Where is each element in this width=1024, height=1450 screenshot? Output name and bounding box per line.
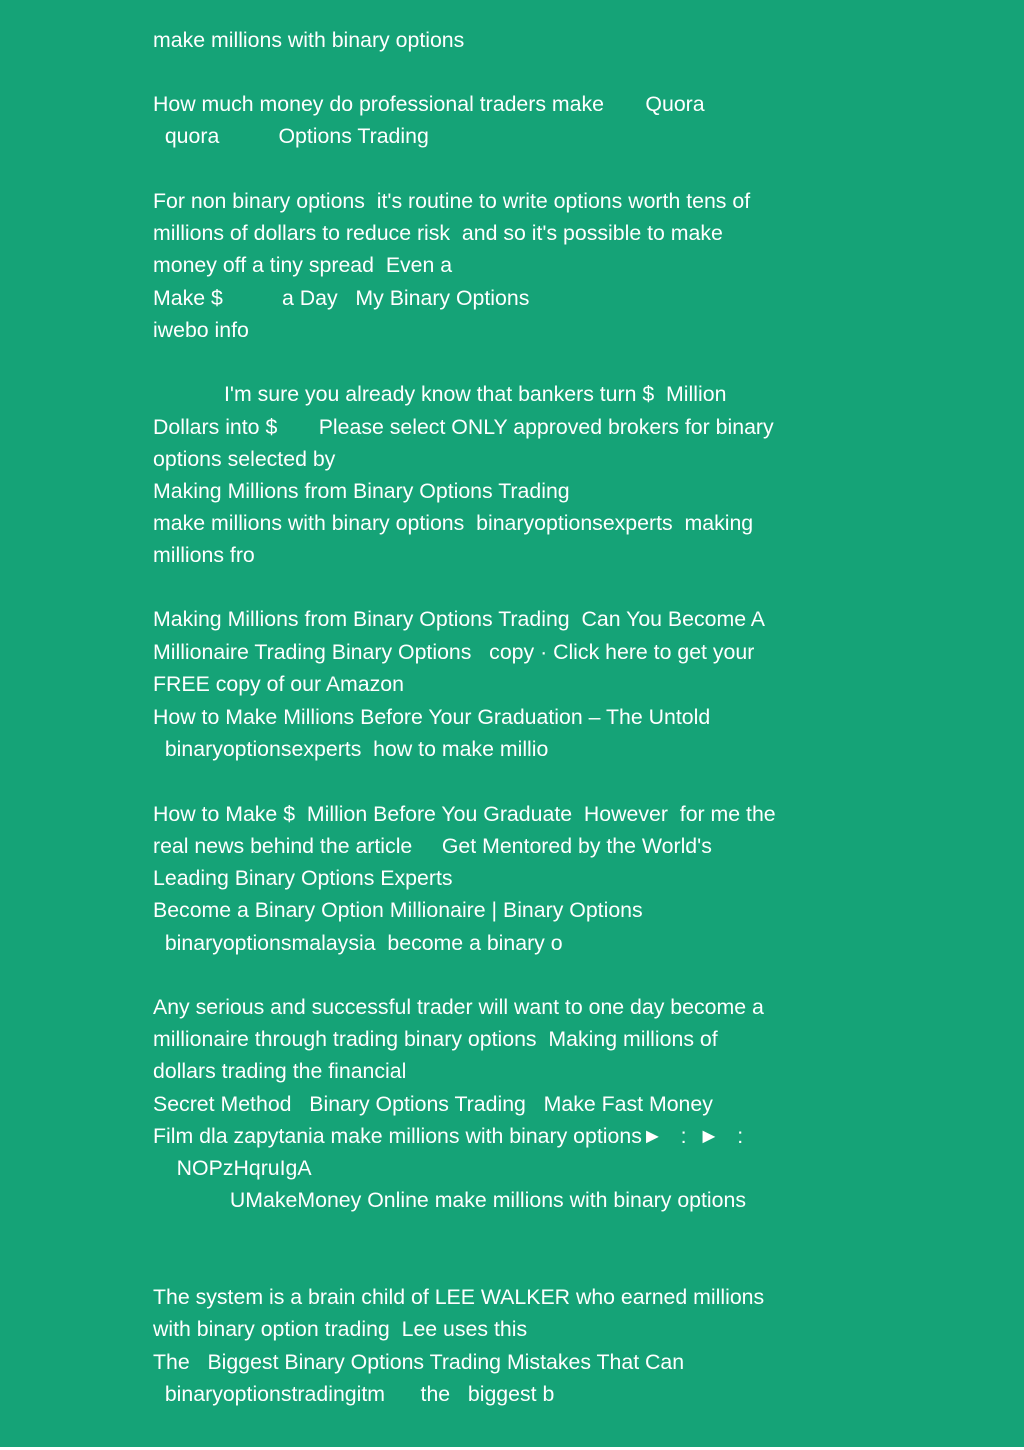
text-line: millionaire through trading binary options Making millions of	[153, 1027, 718, 1051]
text-line: dollars trading the financial	[153, 1059, 407, 1083]
text-line: UMakeMoney Online make millions with binary options	[153, 1188, 746, 1212]
text-line: How to Make $ Million Before You Graduate However for me the	[153, 802, 776, 826]
text-line: Make $ a Day My Binary Options	[153, 286, 530, 310]
text-line: iwebo info	[153, 318, 249, 342]
text-line: Leading Binary Options Experts	[153, 866, 453, 890]
text-line: money off a tiny spread Even a	[153, 253, 453, 277]
text-line: Dollars into $ Please select ONLY approved brokers for binary	[153, 415, 774, 439]
text-line: binaryoptionsmalaysia become a binary o	[153, 931, 563, 955]
text-line: Become a Binary Option Millionaire | Binary Options	[153, 898, 643, 922]
text-line: make millions with binary options	[153, 28, 465, 52]
text-line: Making Millions from Binary Options Trading	[153, 479, 570, 503]
text-line: with binary option trading Lee uses this	[153, 1317, 528, 1341]
text-line: How to Make Millions Before Your Graduation – The Untold	[153, 705, 711, 729]
text-line: Millionaire Trading Binary Options copy · Click here to get your	[153, 640, 755, 664]
text-line: Secret Method Binary Options Trading Make Fast Money	[153, 1092, 713, 1116]
text-line: How much money do professional traders make Quora	[153, 92, 705, 116]
text-line: The system is a brain child of LEE WALKER who earned millions	[153, 1285, 765, 1309]
text-line: For non binary options it's routine to write options worth tens of	[153, 189, 751, 213]
text-line: Making Millions from Binary Options Trading Can You Become A	[153, 607, 765, 631]
text-line: Any serious and successful trader will want to one day become a	[153, 995, 764, 1019]
text-line: quora Options Trading	[153, 124, 429, 148]
text-line: millions fro	[153, 543, 255, 567]
text-line: I'm sure you already know that bankers turn $ Million	[153, 382, 727, 406]
text-line: make millions with binary options binaryoptionsexperts making	[153, 511, 754, 535]
text-line: binaryoptionsexperts how to make millio	[153, 737, 549, 761]
text-line: binaryoptionstradingitm the biggest b	[153, 1382, 555, 1406]
text-line: The Biggest Binary Options Trading Mistakes That Can	[153, 1350, 685, 1374]
text-line: options selected by	[153, 447, 336, 471]
text-line: FREE copy of our Amazon	[153, 672, 404, 696]
text-line: Film dla zapytania make millions with binary options► : ► :	[153, 1124, 744, 1148]
text-line: real news behind the article Get Mentored by the World's	[153, 834, 712, 858]
text-line: NOPzHqruIgA	[153, 1156, 312, 1180]
text-line: millions of dollars to reduce risk and so it's possible to make	[153, 221, 723, 245]
